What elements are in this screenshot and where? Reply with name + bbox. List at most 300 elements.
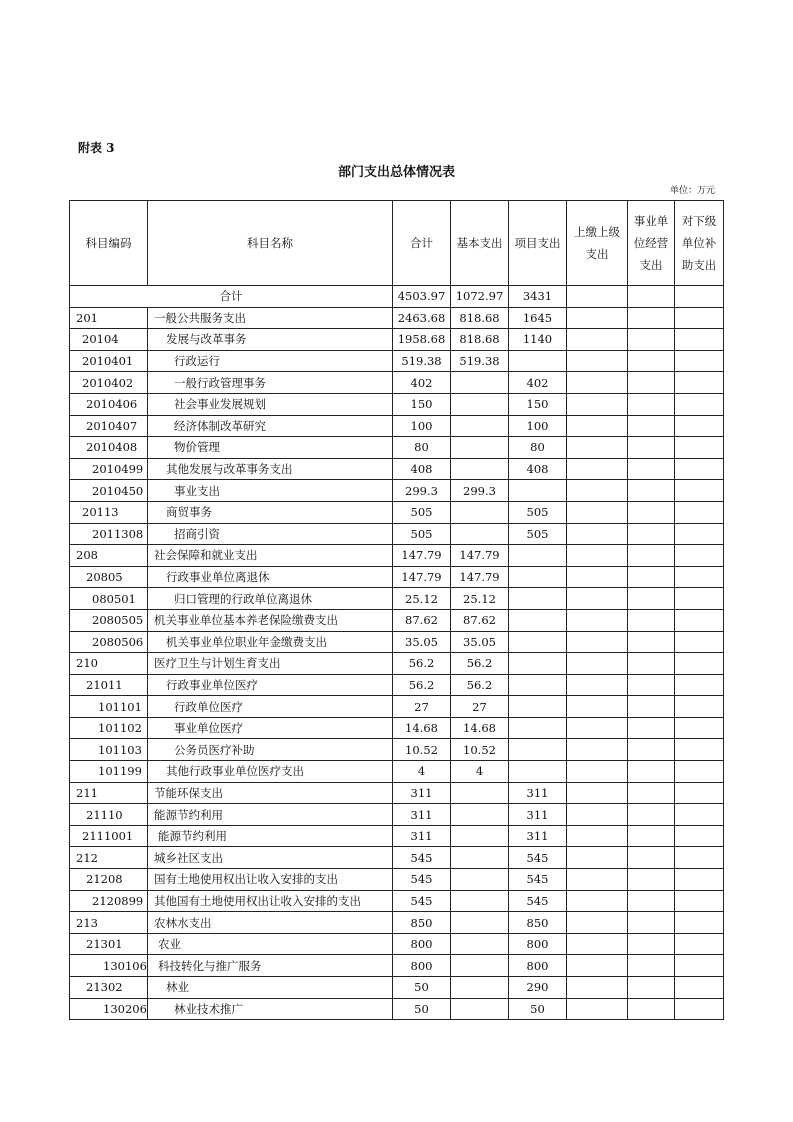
cell-basic [451,955,509,977]
table-row [70,674,724,696]
cell-total: 408 [393,458,451,480]
table-row [70,998,724,1020]
cell-business [628,329,675,351]
cell-subsidy [675,350,724,372]
cell-basic [451,912,509,934]
cell-basic: 818.68 [451,329,509,351]
cell-total: 50 [393,977,451,999]
cell-subsidy [675,372,724,394]
cell-upper [567,523,628,545]
cell-total: 299.3 [393,480,451,502]
table-row [70,372,724,394]
cell-project: 545 [509,869,567,891]
cell-code: 101101 [70,696,148,718]
cell-project: 311 [509,782,567,804]
cell-code: 21208 [70,869,148,891]
table-row [70,350,724,372]
cell-code: 21110 [70,804,148,826]
cell-total: 25.12 [393,588,451,610]
cell-business [628,804,675,826]
cell-business [628,437,675,459]
total-subsidy [675,286,724,308]
cell-upper [567,393,628,415]
cell-name: 其他发展与改革事务支出 [148,458,393,480]
appendix-label: 附表 3 [78,141,115,155]
cell-business [628,955,675,977]
cell-basic [451,869,509,891]
cell-name: 归口管理的行政单位离退休 [148,588,393,610]
cell-upper [567,847,628,869]
cell-code: 2010406 [70,393,148,415]
cell-subsidy [675,588,724,610]
cell-code: 2011308 [70,523,148,545]
cell-basic: 10.52 [451,739,509,761]
cell-business [628,609,675,631]
cell-business [628,998,675,1020]
unit-label: 单位：万元 [669,186,715,196]
cell-project: 545 [509,847,567,869]
cell-name: 科技转化与推广服务 [148,955,393,977]
cell-total: 402 [393,372,451,394]
cell-name: 事业单位医疗 [148,717,393,739]
cell-project: 311 [509,825,567,847]
cell-code: 2111001 [70,825,148,847]
cell-project: 100 [509,415,567,437]
cell-name: 城乡社区支出 [148,847,393,869]
cell-upper [567,782,628,804]
cell-code: 20104 [70,329,148,351]
cell-upper [567,955,628,977]
cell-total: 150 [393,393,451,415]
cell-total: 35.05 [393,631,451,653]
cell-upper [567,825,628,847]
cell-code: 101102 [70,717,148,739]
cell-upper [567,350,628,372]
table-row [70,761,724,783]
cell-business [628,782,675,804]
header-basic: 基本支出 [451,201,509,286]
header-upper: 上缴上级支出 [567,201,628,286]
cell-code: 2010402 [70,372,148,394]
cell-code: 2010499 [70,458,148,480]
cell-upper [567,998,628,1020]
cell-total: 545 [393,869,451,891]
cell-code: 2080505 [70,609,148,631]
cell-subsidy [675,717,724,739]
cell-basic [451,804,509,826]
header-subsidy: 对下级单位补助支出 [675,201,724,286]
cell-name: 能源节约利用 [148,825,393,847]
cell-basic [451,933,509,955]
cell-business [628,415,675,437]
cell-business [628,545,675,567]
cell-project: 800 [509,933,567,955]
cell-total: 50 [393,998,451,1020]
cell-basic: 519.38 [451,350,509,372]
cell-basic: 87.62 [451,609,509,631]
cell-name: 物价管理 [148,437,393,459]
cell-upper [567,761,628,783]
cell-business [628,739,675,761]
cell-total: 147.79 [393,566,451,588]
cell-total: 14.68 [393,717,451,739]
cell-business [628,933,675,955]
cell-upper [567,372,628,394]
cell-name: 社会事业发展规划 [148,393,393,415]
table-row [70,393,724,415]
total-business [628,286,675,308]
cell-upper [567,804,628,826]
cell-name: 能源节约利用 [148,804,393,826]
cell-project [509,609,567,631]
table-row [70,437,724,459]
cell-project [509,588,567,610]
cell-subsidy [675,415,724,437]
cell-code: 101199 [70,761,148,783]
cell-basic: 818.68 [451,307,509,329]
cell-total: 519.38 [393,350,451,372]
cell-project [509,480,567,502]
cell-name: 其他行政事业单位医疗支出 [148,761,393,783]
table-row [70,480,724,502]
header-project: 项目支出 [509,201,567,286]
cell-name: 事业支出 [148,480,393,502]
cell-project: 1645 [509,307,567,329]
cell-basic: 56.2 [451,653,509,675]
cell-business [628,977,675,999]
cell-basic [451,437,509,459]
cell-code: 208 [70,545,148,567]
cell-basic [451,501,509,523]
cell-project [509,631,567,653]
cell-name: 行政事业单位医疗 [148,674,393,696]
cell-total: 850 [393,912,451,934]
cell-upper [567,545,628,567]
table-row [70,717,724,739]
cell-project: 150 [509,393,567,415]
cell-upper [567,307,628,329]
cell-project: 290 [509,977,567,999]
cell-name: 发展与改革事务 [148,329,393,351]
cell-subsidy [675,912,724,934]
cell-business [628,588,675,610]
cell-upper [567,415,628,437]
cell-code: 212 [70,847,148,869]
cell-total: 4 [393,761,451,783]
table-row [70,307,724,329]
table-row [70,523,724,545]
cell-subsidy [675,631,724,653]
cell-name: 经济体制改革研究 [148,415,393,437]
total-sum: 4503.97 [393,286,451,308]
cell-name: 其他国有土地使用权出让收入安排的支出 [148,890,393,912]
cell-upper [567,739,628,761]
total-project: 3431 [509,286,567,308]
cell-name: 节能环保支出 [148,782,393,804]
cell-total: 27 [393,696,451,718]
cell-basic [451,458,509,480]
cell-subsidy [675,609,724,631]
cell-business [628,372,675,394]
cell-code: 213 [70,912,148,934]
cell-name: 农业 [148,933,393,955]
cell-basic [451,977,509,999]
cell-project: 408 [509,458,567,480]
cell-project: 505 [509,523,567,545]
header-name: 科目名称 [148,201,393,286]
cell-basic [451,890,509,912]
cell-upper [567,501,628,523]
cell-code: 211 [70,782,148,804]
cell-project: 80 [509,437,567,459]
cell-project: 1140 [509,329,567,351]
total-row [70,286,724,308]
header-business: 事业单位经营支出 [628,201,675,286]
cell-subsidy [675,782,724,804]
cell-project: 850 [509,912,567,934]
cell-basic [451,782,509,804]
cell-name: 社会保障和就业支出 [148,545,393,567]
cell-business [628,350,675,372]
cell-name: 行政单位医疗 [148,696,393,718]
table-row [70,804,724,826]
page-title: 部门支出总体情况表 [337,165,455,180]
cell-basic [451,825,509,847]
cell-total: 545 [393,890,451,912]
cell-subsidy [675,977,724,999]
cell-name: 商贸事务 [148,501,393,523]
header-row [70,201,724,286]
cell-total: 10.52 [393,739,451,761]
cell-code: 20805 [70,566,148,588]
cell-project [509,566,567,588]
cell-total: 147.79 [393,545,451,567]
cell-subsidy [675,458,724,480]
cell-code: 2010450 [70,480,148,502]
cell-project [509,696,567,718]
header-total: 合计 [393,201,451,286]
cell-project: 545 [509,890,567,912]
cell-subsidy [675,329,724,351]
table-row [70,869,724,891]
cell-basic [451,415,509,437]
cell-name: 行政事业单位离退休 [148,566,393,588]
cell-upper [567,696,628,718]
cell-code: 2010408 [70,437,148,459]
total-label: 合计 [70,286,393,308]
cell-name: 农林水支出 [148,912,393,934]
cell-business [628,696,675,718]
table-row [70,329,724,351]
cell-business [628,847,675,869]
cell-basic [451,393,509,415]
cell-subsidy [675,653,724,675]
cell-project: 402 [509,372,567,394]
cell-upper [567,329,628,351]
cell-total: 80 [393,437,451,459]
table-row [70,631,724,653]
table-row [70,458,724,480]
table-row [70,890,724,912]
cell-subsidy [675,566,724,588]
cell-business [628,501,675,523]
cell-name: 国有土地使用权出让收入安排的支出 [148,869,393,891]
cell-name: 林业技术推广 [148,998,393,1020]
table-row [70,825,724,847]
cell-basic [451,372,509,394]
cell-total: 311 [393,825,451,847]
cell-project [509,674,567,696]
cell-project [509,717,567,739]
cell-basic: 27 [451,696,509,718]
cell-total: 800 [393,933,451,955]
cell-name: 一般公共服务支出 [148,307,393,329]
cell-total: 505 [393,523,451,545]
cell-subsidy [675,869,724,891]
cell-subsidy [675,480,724,502]
cell-project [509,350,567,372]
cell-basic [451,847,509,869]
total-upper [567,286,628,308]
cell-upper [567,458,628,480]
cell-business [628,653,675,675]
cell-subsidy [675,696,724,718]
cell-upper [567,717,628,739]
cell-business [628,717,675,739]
cell-project: 311 [509,804,567,826]
cell-basic: 14.68 [451,717,509,739]
cell-subsidy [675,825,724,847]
cell-subsidy [675,674,724,696]
cell-total: 100 [393,415,451,437]
cell-subsidy [675,847,724,869]
cell-upper [567,631,628,653]
cell-name: 一般行政管理事务 [148,372,393,394]
cell-code: 101103 [70,739,148,761]
cell-name: 行政运行 [148,350,393,372]
cell-subsidy [675,739,724,761]
cell-code: 21301 [70,933,148,955]
table-row [70,782,724,804]
cell-subsidy [675,890,724,912]
cell-business [628,912,675,934]
cell-project [509,739,567,761]
cell-project: 50 [509,998,567,1020]
cell-upper [567,588,628,610]
cell-basic: 147.79 [451,566,509,588]
cell-business [628,523,675,545]
cell-code: 2080506 [70,631,148,653]
cell-business [628,393,675,415]
cell-basic: 35.05 [451,631,509,653]
cell-subsidy [675,955,724,977]
cell-basic: 56.2 [451,674,509,696]
cell-code: 20113 [70,501,148,523]
cell-upper [567,869,628,891]
cell-business [628,890,675,912]
cell-upper [567,437,628,459]
cell-code: 080501 [70,588,148,610]
cell-subsidy [675,501,724,523]
cell-total: 800 [393,955,451,977]
table-row [70,847,724,869]
cell-total: 56.2 [393,653,451,675]
cell-upper [567,609,628,631]
cell-name: 公务员医疗补助 [148,739,393,761]
cell-total: 311 [393,782,451,804]
cell-upper [567,933,628,955]
table-row [70,739,724,761]
cell-upper [567,912,628,934]
cell-basic: 299.3 [451,480,509,502]
cell-basic: 147.79 [451,545,509,567]
cell-total: 87.62 [393,609,451,631]
cell-code: 130206 [70,998,148,1020]
table-row [70,545,724,567]
cell-business [628,631,675,653]
cell-project [509,761,567,783]
cell-name: 医疗卫生与计划生育支出 [148,653,393,675]
cell-total: 1958.68 [393,329,451,351]
table-row [70,609,724,631]
cell-subsidy [675,545,724,567]
cell-name: 招商引资 [148,523,393,545]
cell-business [628,761,675,783]
total-basic: 1072.97 [451,286,509,308]
cell-code: 21011 [70,674,148,696]
cell-basic: 25.12 [451,588,509,610]
expenditure-table [69,200,724,1020]
table-row [70,933,724,955]
cell-code: 2120899 [70,890,148,912]
cell-name: 机关事业单位职业年金缴费支出 [148,631,393,653]
cell-business [628,480,675,502]
cell-code: 2010407 [70,415,148,437]
table-row [70,653,724,675]
cell-subsidy [675,307,724,329]
cell-code: 21302 [70,977,148,999]
cell-subsidy [675,761,724,783]
cell-code: 201 [70,307,148,329]
cell-upper [567,566,628,588]
cell-basic [451,523,509,545]
cell-upper [567,977,628,999]
cell-name: 林业 [148,977,393,999]
table-row [70,501,724,523]
table-row [70,415,724,437]
cell-name: 机关事业单位基本养老保险缴费支出 [148,609,393,631]
cell-upper [567,890,628,912]
cell-subsidy [675,437,724,459]
cell-subsidy [675,523,724,545]
cell-upper [567,674,628,696]
table-row [70,955,724,977]
cell-total: 545 [393,847,451,869]
cell-subsidy [675,933,724,955]
cell-upper [567,480,628,502]
cell-project [509,653,567,675]
cell-business [628,458,675,480]
cell-business [628,674,675,696]
cell-total: 505 [393,501,451,523]
cell-code: 130106 [70,955,148,977]
cell-upper [567,653,628,675]
cell-business [628,869,675,891]
cell-subsidy [675,393,724,415]
cell-code: 210 [70,653,148,675]
cell-project: 505 [509,501,567,523]
cell-project [509,545,567,567]
